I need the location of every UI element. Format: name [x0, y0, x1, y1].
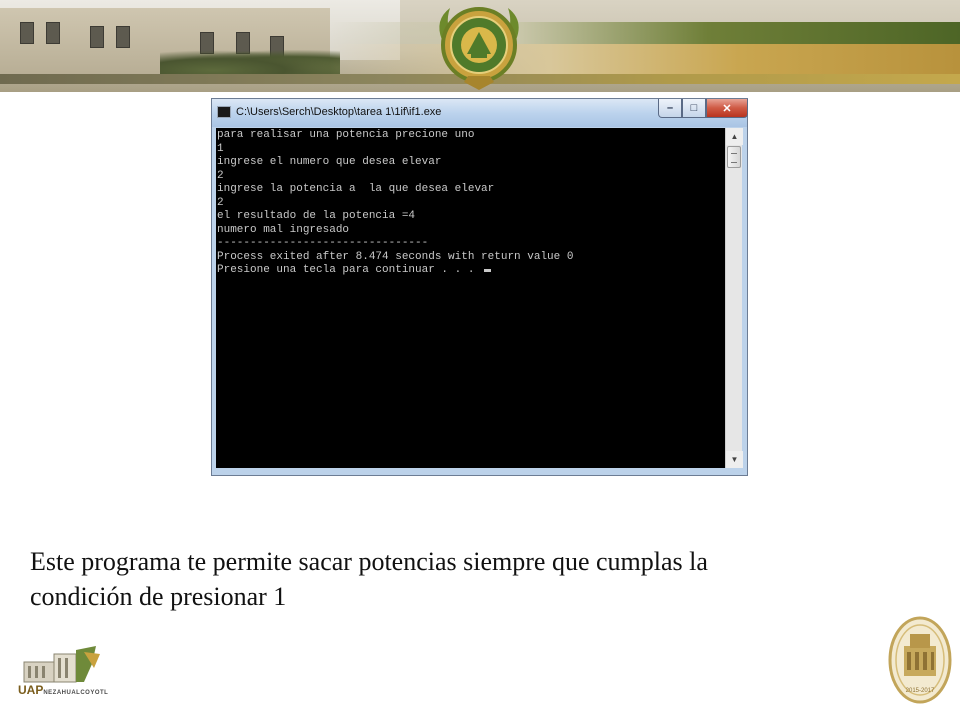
console-line: Process exited after 8.474 seconds with return value 0 — [217, 250, 574, 263]
console-line: 2 — [217, 196, 224, 209]
console-line: ingrese el numero que desea elevar — [217, 156, 442, 168]
console-line: el resultado de la potencia =4 — [217, 210, 416, 222]
console-prompt-text: Presione una tecla para continuar . . . — [217, 264, 482, 276]
console-screen[interactable] — [216, 128, 725, 468]
crest-years: 2015-2017 — [905, 688, 935, 694]
uap-logo-sub: NEZAHUALCOYOTL — [43, 690, 109, 696]
anniversary-crest-icon — [888, 616, 952, 704]
vertical-scrollbar[interactable] — [725, 128, 742, 468]
university-seal-icon — [424, 0, 534, 92]
console-title: C:\Users\Serch\Desktop\tarea 1\1if\if1.exe — [236, 106, 442, 118]
console-titlebar[interactable] — [212, 99, 747, 127]
maximize-button[interactable]: □ — [682, 99, 706, 118]
console-app-icon — [217, 106, 231, 118]
caption-line-2: condición de presionar 1 — [30, 582, 287, 611]
console-output — [216, 129, 573, 278]
header-banner — [0, 0, 960, 92]
minimize-button[interactable]: – — [658, 99, 682, 118]
slide-caption — [30, 544, 910, 614]
console-line: 1 — [217, 142, 224, 155]
console-window[interactable] — [211, 98, 748, 476]
scrollbar-thumb[interactable] — [727, 146, 741, 168]
caption-line-1: Este programa te permite sacar potencias siempre que cumplas la — [30, 547, 708, 576]
scroll-up-arrow-icon[interactable]: ▲ — [726, 128, 743, 145]
console-separator-line: -------------------------------- — [217, 237, 429, 249]
console-line: 2 — [217, 169, 224, 182]
console-line: para realisar una potencia precione uno — [217, 129, 475, 141]
scroll-down-arrow-icon[interactable]: ▼ — [726, 451, 743, 468]
console-line: numero mal ingresado — [217, 223, 350, 236]
uap-logo-text — [18, 683, 108, 697]
close-button[interactable]: ✕ — [706, 99, 748, 118]
text-cursor — [484, 269, 491, 272]
console-prompt-line — [216, 264, 573, 278]
console-line: ingrese la potencia a la que desea elevar — [217, 183, 495, 195]
uap-logo-main: UAP — [18, 683, 44, 697]
